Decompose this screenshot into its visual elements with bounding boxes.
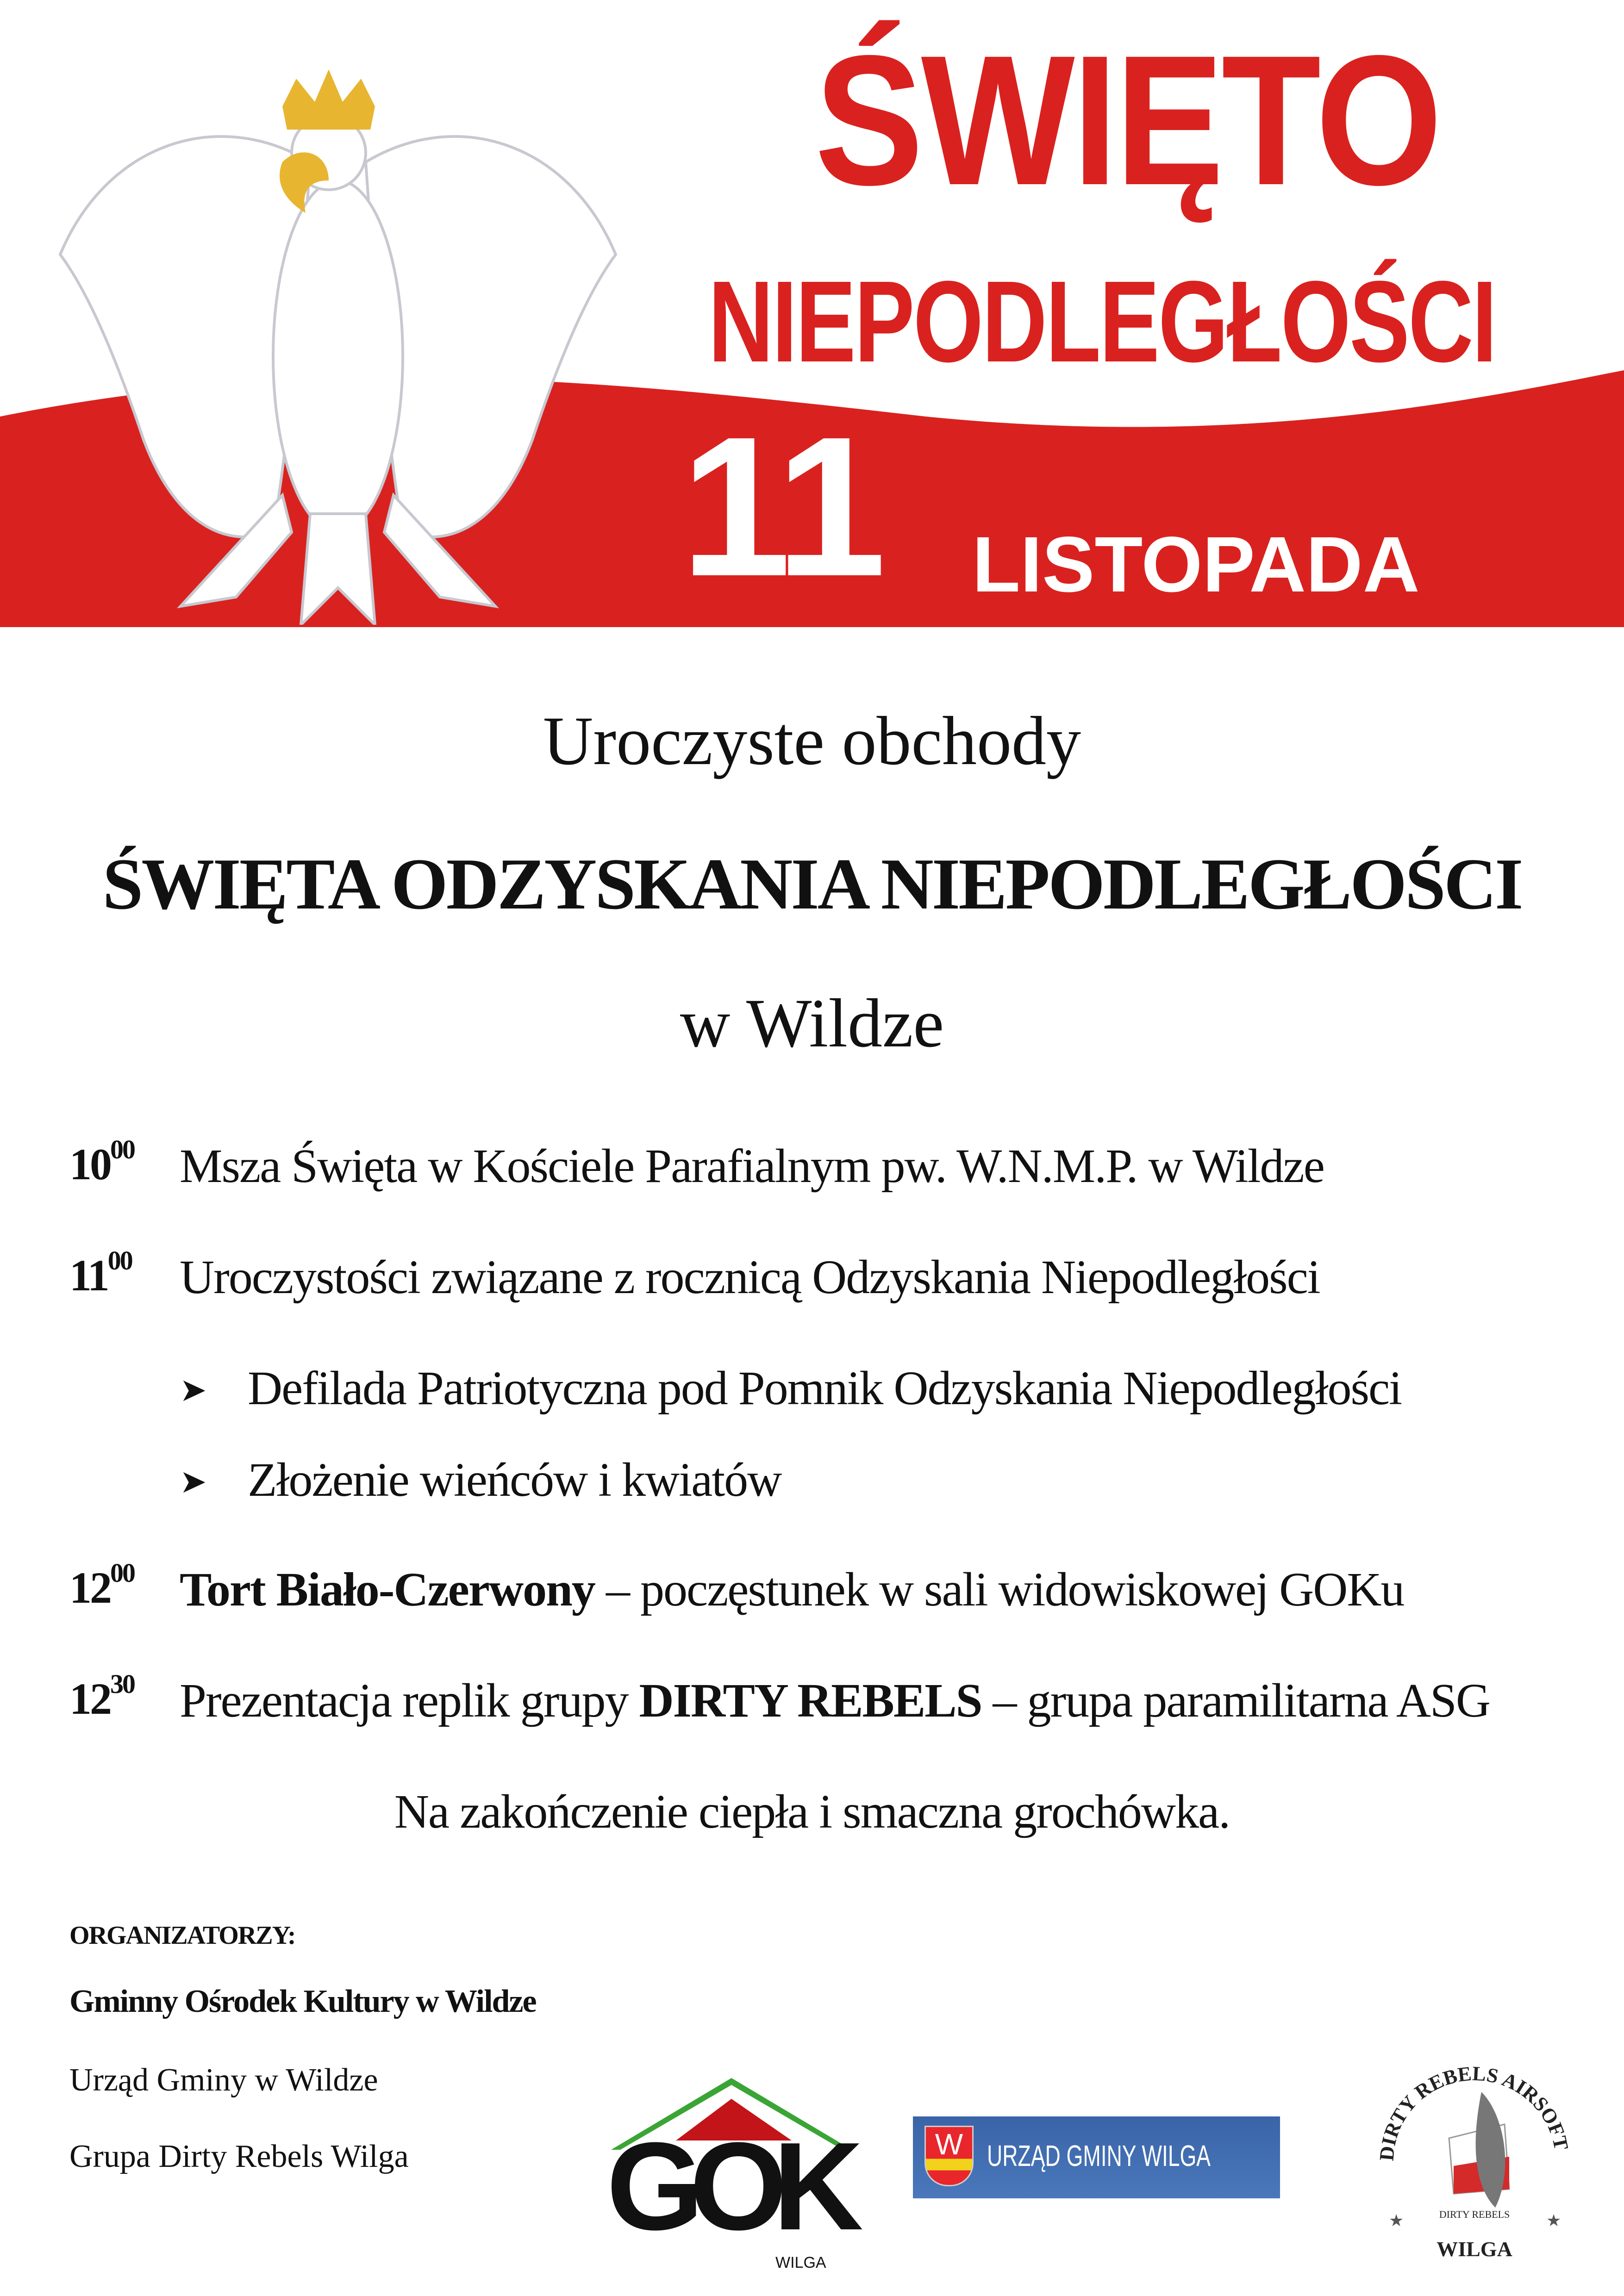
star-icon: ★: [1546, 2211, 1562, 2230]
gok-logo-subtext: WILGA: [775, 2254, 826, 2271]
subitem-text: Złożenie wieńców i kwiatów: [248, 1453, 781, 1506]
header-banner: [0, 0, 1624, 627]
organizer-item: Urząd Gminy w Wildze: [69, 2062, 378, 2098]
banner-title-niepodleglosci: NIEPODLEGŁOŚCI: [708, 257, 1496, 386]
schedule-subitem: [0, 1452, 1624, 1517]
banner-month: LISTOPADA: [972, 521, 1420, 609]
schedule-time: [69, 1245, 132, 1301]
gok-logo: [602, 2073, 861, 2277]
time-hour: 12: [69, 1563, 110, 1612]
time-hour: 12: [69, 1674, 110, 1724]
heading-line-1: Uroczyste obchody: [543, 703, 1081, 779]
urzad-gminy-logo: [913, 2116, 1280, 2198]
ribbon-text: DIRTY REBELS: [1439, 2209, 1510, 2220]
urzad-logo-text: URZĄD GMINY WILGA: [987, 2139, 1211, 2172]
organizers-label: ORGANIZATORZY:: [69, 1921, 295, 1950]
banner-title-swieto: ŚWIĘTO: [815, 17, 1440, 224]
heading-main-title: ŚWIĘTA ODZYSKANIA NIEPODLEGŁOŚCI: [102, 844, 1522, 925]
subitem-text: Defilada Patriotyczna pod Pomnik Odzyskania Niepodległości: [248, 1362, 1402, 1415]
schedule-text: Uroczystości związane z rocznicą Odzyskania Niepodległości: [180, 1251, 1320, 1304]
schedule-item: [0, 1245, 1624, 1314]
schedule-text: Msza Święta w Kościele Parafialnym pw. W.N.M.P. w Wildze: [180, 1139, 1324, 1193]
schedule-time: [69, 1558, 134, 1613]
schedule-item: [0, 1558, 1624, 1627]
schedule-time: [69, 1669, 134, 1724]
organizer-item: Gminny Ośrodek Kultury w Wildze: [69, 1984, 536, 2019]
dirty-rebels-logo: [1366, 2055, 1583, 2263]
schedule-subitem: [0, 1361, 1624, 1425]
star-icon: ★: [1389, 2211, 1404, 2230]
gok-logo-text: GOK: [606, 2117, 850, 2256]
schedule-plain-text: Prezentacja replik grupy: [180, 1674, 639, 1727]
schedule-text: [180, 1673, 1490, 1728]
schedule-time: [69, 1134, 134, 1190]
organizer-item: Grupa Dirty Rebels Wilga: [69, 2139, 409, 2174]
schedule-plain-text: – grupa paramilitarna ASG: [981, 1674, 1490, 1727]
time-minute: 00: [110, 1134, 134, 1164]
time-hour: 11: [69, 1251, 108, 1300]
schedule-bold-text: Tort Biało-Czerwony: [180, 1563, 595, 1616]
time-minute: 00: [107, 1245, 132, 1276]
coat-of-arms-letter: W: [935, 2128, 963, 2161]
schedule-item: [0, 1669, 1624, 1738]
arrow-bullet-icon: ➤: [180, 1464, 206, 1500]
schedule-plain-text: – poczęstunek w sali widowiskowej GOKu: [594, 1563, 1404, 1616]
white-eagle-emblem: [32, 51, 643, 625]
dirty-rebels-emblem: [1366, 2055, 1583, 2263]
time-minute: 30: [110, 1669, 134, 1699]
wilga-coat-of-arms-icon: [924, 2126, 974, 2186]
ring-text: DIRTY REBELS AIRSOFT: [1375, 2062, 1573, 2162]
schedule-bold-text: DIRTY REBELS: [639, 1674, 982, 1727]
heading-line-3: w Wildze: [680, 985, 944, 1062]
arrow-bullet-icon: ➤: [180, 1373, 206, 1408]
time-hour: 10: [69, 1139, 110, 1189]
schedule-item: [0, 1134, 1624, 1203]
closing-note: Na zakończenie ciepła i smaczna grochówka.: [394, 1785, 1230, 1838]
schedule-text: [180, 1562, 1404, 1617]
banner-day: 11: [681, 396, 882, 618]
time-minute: 00: [110, 1558, 134, 1588]
bottom-text: WILGA: [1437, 2237, 1512, 2261]
